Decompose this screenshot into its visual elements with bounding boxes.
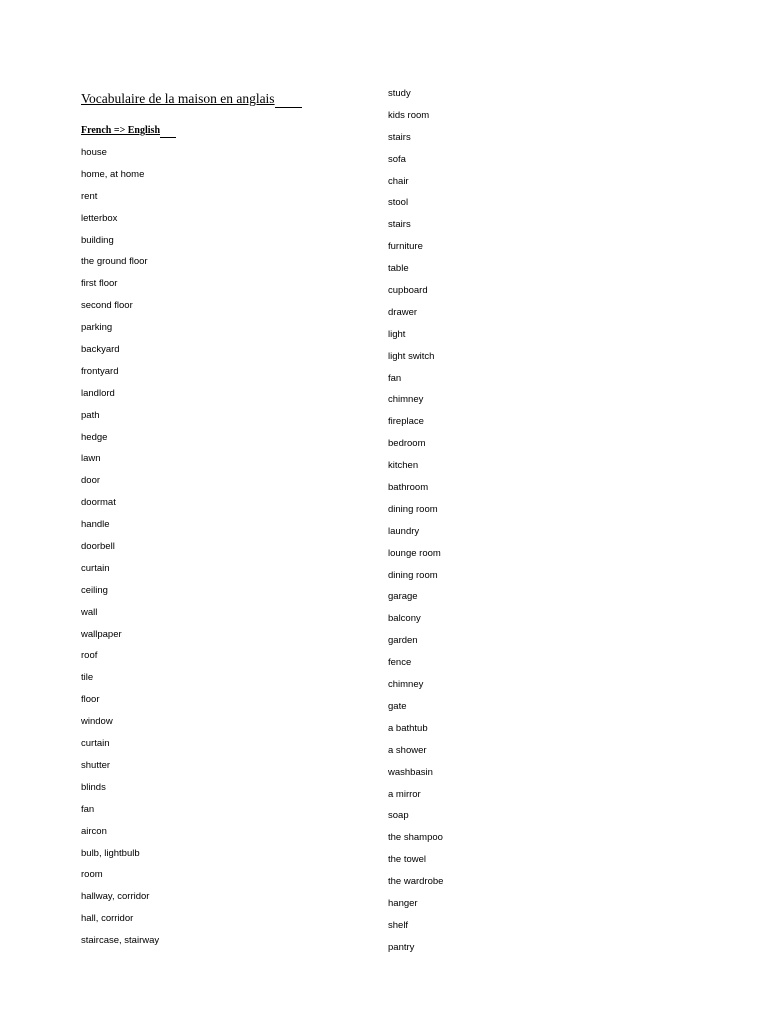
vocabulary-item: shutter bbox=[81, 759, 111, 771]
section-header-text: French => English bbox=[81, 125, 161, 136]
vocabulary-item: washbasin bbox=[388, 766, 433, 778]
vocabulary-item: tile bbox=[81, 672, 94, 684]
vocabulary-item: home, at home bbox=[81, 168, 145, 180]
section-header bbox=[81, 124, 176, 138]
vocabulary-item: furniture bbox=[388, 241, 423, 253]
vocabulary-item: landlord bbox=[81, 387, 115, 399]
vocabulary-item: sofa bbox=[388, 153, 406, 165]
vocabulary-item: wall bbox=[81, 606, 98, 618]
vocabulary-item: pantry bbox=[388, 941, 415, 953]
vocabulary-item: hedge bbox=[81, 431, 108, 443]
vocabulary-item: balcony bbox=[388, 613, 421, 625]
document-title bbox=[81, 90, 302, 108]
vocabulary-item: kitchen bbox=[388, 460, 419, 472]
vocabulary-item: garden bbox=[388, 635, 418, 647]
vocabulary-item: the towel bbox=[388, 854, 427, 866]
vocabulary-item: fan bbox=[388, 372, 402, 384]
vocabulary-item: a mirror bbox=[388, 788, 421, 800]
vocabulary-item: parking bbox=[81, 322, 113, 334]
vocabulary-item: aircon bbox=[81, 825, 107, 837]
vocabulary-item: dining room bbox=[388, 503, 438, 515]
vocabulary-item: bulb, lightbulb bbox=[81, 847, 140, 859]
vocabulary-item: drawer bbox=[388, 306, 418, 318]
vocabulary-item: hallway, corridor bbox=[81, 891, 150, 903]
vocabulary-item: study bbox=[388, 88, 411, 99]
vocabulary-item: stairs bbox=[388, 131, 411, 143]
vocabulary-item: a shower bbox=[388, 744, 427, 756]
vocabulary-item: doorbell bbox=[81, 541, 115, 553]
vocabulary-item: wallpaper bbox=[81, 628, 122, 640]
vocabulary-item: table bbox=[388, 263, 409, 275]
vocabulary-item: a bathtub bbox=[388, 722, 428, 734]
vocabulary-item: bedroom bbox=[388, 438, 426, 450]
vocabulary-item: cupboard bbox=[388, 285, 428, 297]
vocabulary-item: fence bbox=[388, 657, 412, 669]
vocabulary-item: fireplace bbox=[388, 416, 424, 428]
section-header-underline bbox=[160, 126, 176, 138]
vocabulary-item: chimney bbox=[388, 394, 424, 406]
vocabulary-item: garage bbox=[388, 591, 418, 603]
title-underline bbox=[275, 93, 302, 108]
vocabulary-item: curtain bbox=[81, 562, 110, 574]
vocabulary-item: building bbox=[81, 234, 114, 246]
vocabulary-item: floor bbox=[81, 694, 100, 706]
vocabulary-item: blinds bbox=[81, 781, 106, 793]
vocabulary-item: kids room bbox=[388, 109, 430, 121]
vocabulary-item: stool bbox=[388, 197, 409, 209]
vocabulary-item: house bbox=[81, 147, 107, 158]
vocabulary-item: fan bbox=[81, 803, 95, 815]
vocabulary-item: rent bbox=[81, 190, 98, 202]
vocabulary-item: handle bbox=[81, 519, 110, 531]
vocabulary-item: doormat bbox=[81, 497, 116, 509]
vocabulary-item: door bbox=[81, 475, 101, 487]
vocabulary-item: the ground floor bbox=[81, 256, 148, 268]
vocabulary-item: letterbox bbox=[81, 212, 118, 224]
vocabulary-item: ceiling bbox=[81, 584, 108, 596]
vocabulary-item: lounge room bbox=[388, 547, 441, 559]
vocabulary-item: the wardrobe bbox=[388, 876, 444, 888]
vocabulary-item: laundry bbox=[388, 525, 420, 537]
vocabulary-item: chair bbox=[388, 175, 409, 187]
vocabulary-item: the shampoo bbox=[388, 832, 443, 844]
vocabulary-item: hall, corridor bbox=[81, 913, 134, 925]
vocabulary-item: second floor bbox=[81, 300, 133, 312]
vocabulary-item: soap bbox=[388, 810, 409, 822]
vocabulary-item: stairs bbox=[388, 219, 411, 231]
vocabulary-item: bathroom bbox=[388, 482, 429, 494]
vocabulary-item: gate bbox=[388, 700, 407, 712]
vocabulary-item: path bbox=[81, 409, 100, 421]
vocabulary-item: first floor bbox=[81, 278, 118, 290]
vocabulary-item: lawn bbox=[81, 453, 101, 465]
vocabulary-item: light switch bbox=[388, 350, 435, 362]
vocabulary-item: frontyard bbox=[81, 365, 119, 377]
vocabulary-item: hanger bbox=[388, 897, 418, 909]
vocabulary-item: light bbox=[388, 328, 406, 340]
title-text: Vocabulaire de la maison en anglais bbox=[81, 91, 275, 106]
vocabulary-item: backyard bbox=[81, 344, 120, 356]
vocabulary-item: chimney bbox=[388, 679, 424, 691]
vocabulary-item: room bbox=[81, 869, 103, 881]
vocabulary-item: roof bbox=[81, 650, 98, 662]
vocabulary-list-left bbox=[81, 146, 159, 956]
vocabulary-list-right bbox=[388, 87, 443, 963]
vocabulary-item: shelf bbox=[388, 919, 409, 931]
vocabulary-item: curtain bbox=[81, 738, 110, 750]
vocabulary-item: staircase, stairway bbox=[81, 935, 160, 947]
vocabulary-item: window bbox=[81, 716, 113, 728]
vocabulary-item: dining room bbox=[388, 569, 438, 581]
